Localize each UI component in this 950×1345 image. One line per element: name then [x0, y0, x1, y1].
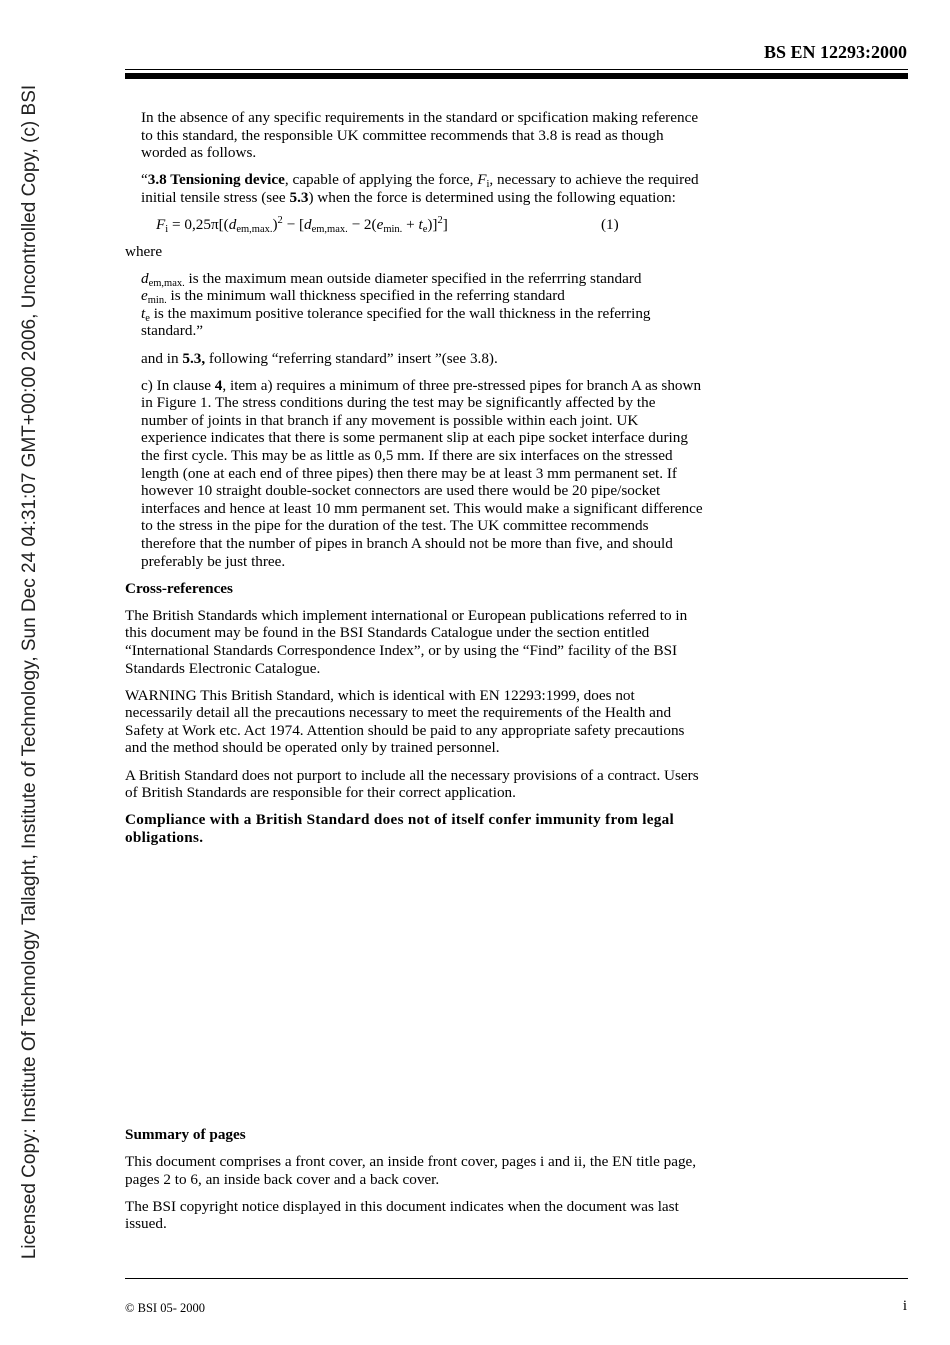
license-watermark-text: Licensed Copy: Institute Of Technology Tallaght, Institute of Technology, Sun Dec 24 04:31:07 GMT+00:00 2006, Uncontrolled Copy, (c) BSI: [19, 84, 41, 1260]
eq-part-4: − 2(: [347, 215, 377, 233]
clause-c-b: , item a) requires a minimum of three pre-stressed pipes for branch A as shown in Figure 1. The stress conditions during the test may be significantly affected by the number of joints in that branch if any movement is possible within each joint. UK experience indicates that there is some permanent slip at each pipe socket interface during the first cycle. This may be as little as 0,5 mm. If there are six interfaces on the stressed length (one at each end of three pipes) then there may be at least 3 mm permanent set. If however 10 straight double-socket connectors are used there would be 20 pipe/socket interfaces and hence at least 10 mm permanent set. This would make a significant difference to the stress in the pipe for the duration of the test. The UK committee recommends therefore that the number of pipes in branch A should not be more than five, and should preferably be just three.: [141, 376, 703, 570]
clause-3-8-text-a: , capable of applying the force,: [284, 171, 478, 189]
and-in-ref: 5.3,: [182, 349, 206, 367]
summary-heading: Summary of pages: [125, 1126, 246, 1143]
and-in-a: and in: [141, 349, 183, 367]
eq-d: d: [228, 215, 237, 233]
clause-3-8-title: 3.8 Tensioning device: [147, 171, 285, 189]
eq-part-2: ): [272, 215, 278, 233]
eq-square-2: 2: [437, 214, 443, 226]
and-in-paragraph: [125, 350, 705, 368]
force-subscript: i: [486, 179, 490, 191]
footer-page-number: i: [902, 1298, 907, 1314]
eq-part-5: +: [402, 215, 419, 233]
footer-rule: [125, 1278, 908, 1279]
eq-d-sub-2: em,max.: [311, 223, 348, 235]
force-equation: [125, 216, 705, 234]
eq-t-sub: e: [422, 223, 428, 235]
force-symbol: F: [477, 171, 487, 189]
eq-d-sub: em,max.: [236, 223, 273, 235]
definition-e: [141, 287, 705, 305]
clause-3-8-text-b: , necessary to achieve the required initial tensile stress (see: [141, 171, 699, 206]
cross-references-text: The British Standards which implement international or European publications referred to in this document may be found in the BSI Standards Catalogue under the section entitled “International Standards Correspondence Index”, or by using the “Find” facility of the BSI Standards Electronic Catalogue.: [125, 606, 688, 677]
clause-c-paragraph: [125, 377, 705, 571]
eq-lhs: F: [156, 215, 166, 233]
summary-text-2: The BSI copyright notice displayed in this document indicates when the document was last issued.: [125, 1197, 679, 1233]
eq-part-3: − [: [282, 215, 305, 233]
eq-part-6: )]: [427, 215, 438, 233]
def-t-symbol: t: [141, 304, 146, 322]
header-rule-thick: [125, 73, 908, 79]
warning-paragraph: WARNING This British Standard, which is identical with EN 12293:1999, does not necessarily detail all the precautions necessary to meet the requirements of the Health and Safety at Work etc. Act 1974. Attention should be paid to any appropriate safety precautions and the method should be operated only by trained personnel.: [125, 686, 685, 757]
open-quote: “: [141, 171, 148, 189]
eq-e-sub: min.: [383, 223, 403, 235]
def-d-symbol: d: [141, 269, 149, 287]
footer-copyright: © BSI 05- 2000: [125, 1301, 205, 1315]
eq-d-2: d: [304, 215, 312, 233]
eq-lhs-sub: i: [165, 223, 169, 235]
def-t-text: is the maximum positive tolerance specified for the wall thickness in the referring standard.”: [141, 304, 651, 340]
def-e-sub: min.: [147, 295, 167, 307]
provisions-paragraph: A British Standard does not purport to include all the necessary provisions of a contract. Users of British Standards are responsible for their correct application.: [125, 766, 699, 802]
eq-square-1: 2: [277, 214, 283, 226]
clause-3-8-text-c: ) when the force is determined using the following equation:: [308, 188, 676, 206]
eq-t: t: [418, 215, 423, 233]
where-label: where: [125, 242, 163, 260]
main-column: [125, 109, 705, 856]
intro-paragraph: In the absence of any specific requirements in the standard or spcification making reference to this standard, the responsible UK committee recommends that 3.8 is read as though worded as follows.: [141, 109, 699, 162]
def-e-text: is the minimum wall thickness specified in the referring standard: [166, 287, 565, 305]
def-d-sub: em,max.: [148, 277, 185, 289]
def-d-text: is the maximum mean outside diameter specified in the referrring standard: [184, 269, 642, 287]
eq-part-1: = 0,25π[(: [168, 215, 229, 233]
clause-ref-5-3: 5.3: [289, 188, 309, 206]
compliance-statement: Compliance with a British Standard does not of itself confer immunity from legal obligations.: [125, 811, 675, 846]
def-e-symbol: e: [141, 287, 148, 305]
summary-section: [125, 1126, 705, 1242]
summary-text-1: This document comprises a front cover, an inside front cover, pages i and ii, the EN title page, pages 2 to 6, an inside back cover and a back cover.: [125, 1153, 697, 1188]
eq-part-7: ]: [442, 215, 448, 233]
equation-number: (1): [601, 215, 619, 233]
clause-c-a: c) In clause: [141, 376, 215, 394]
cross-references-heading: Cross-references: [125, 579, 233, 597]
header-rule-thin: [125, 69, 908, 70]
definition-t: [141, 305, 705, 340]
and-in-b: following “referring standard” insert ”(see 3.8).: [205, 349, 498, 367]
eq-e: e: [376, 215, 384, 233]
standard-number: BS EN 12293:2000: [763, 42, 907, 62]
definition-d: [141, 270, 705, 288]
clause-3-8-paragraph: [125, 171, 705, 206]
def-t-sub: e: [145, 312, 150, 324]
clause-c-ref: 4: [214, 376, 223, 394]
variable-definitions: [125, 270, 705, 340]
